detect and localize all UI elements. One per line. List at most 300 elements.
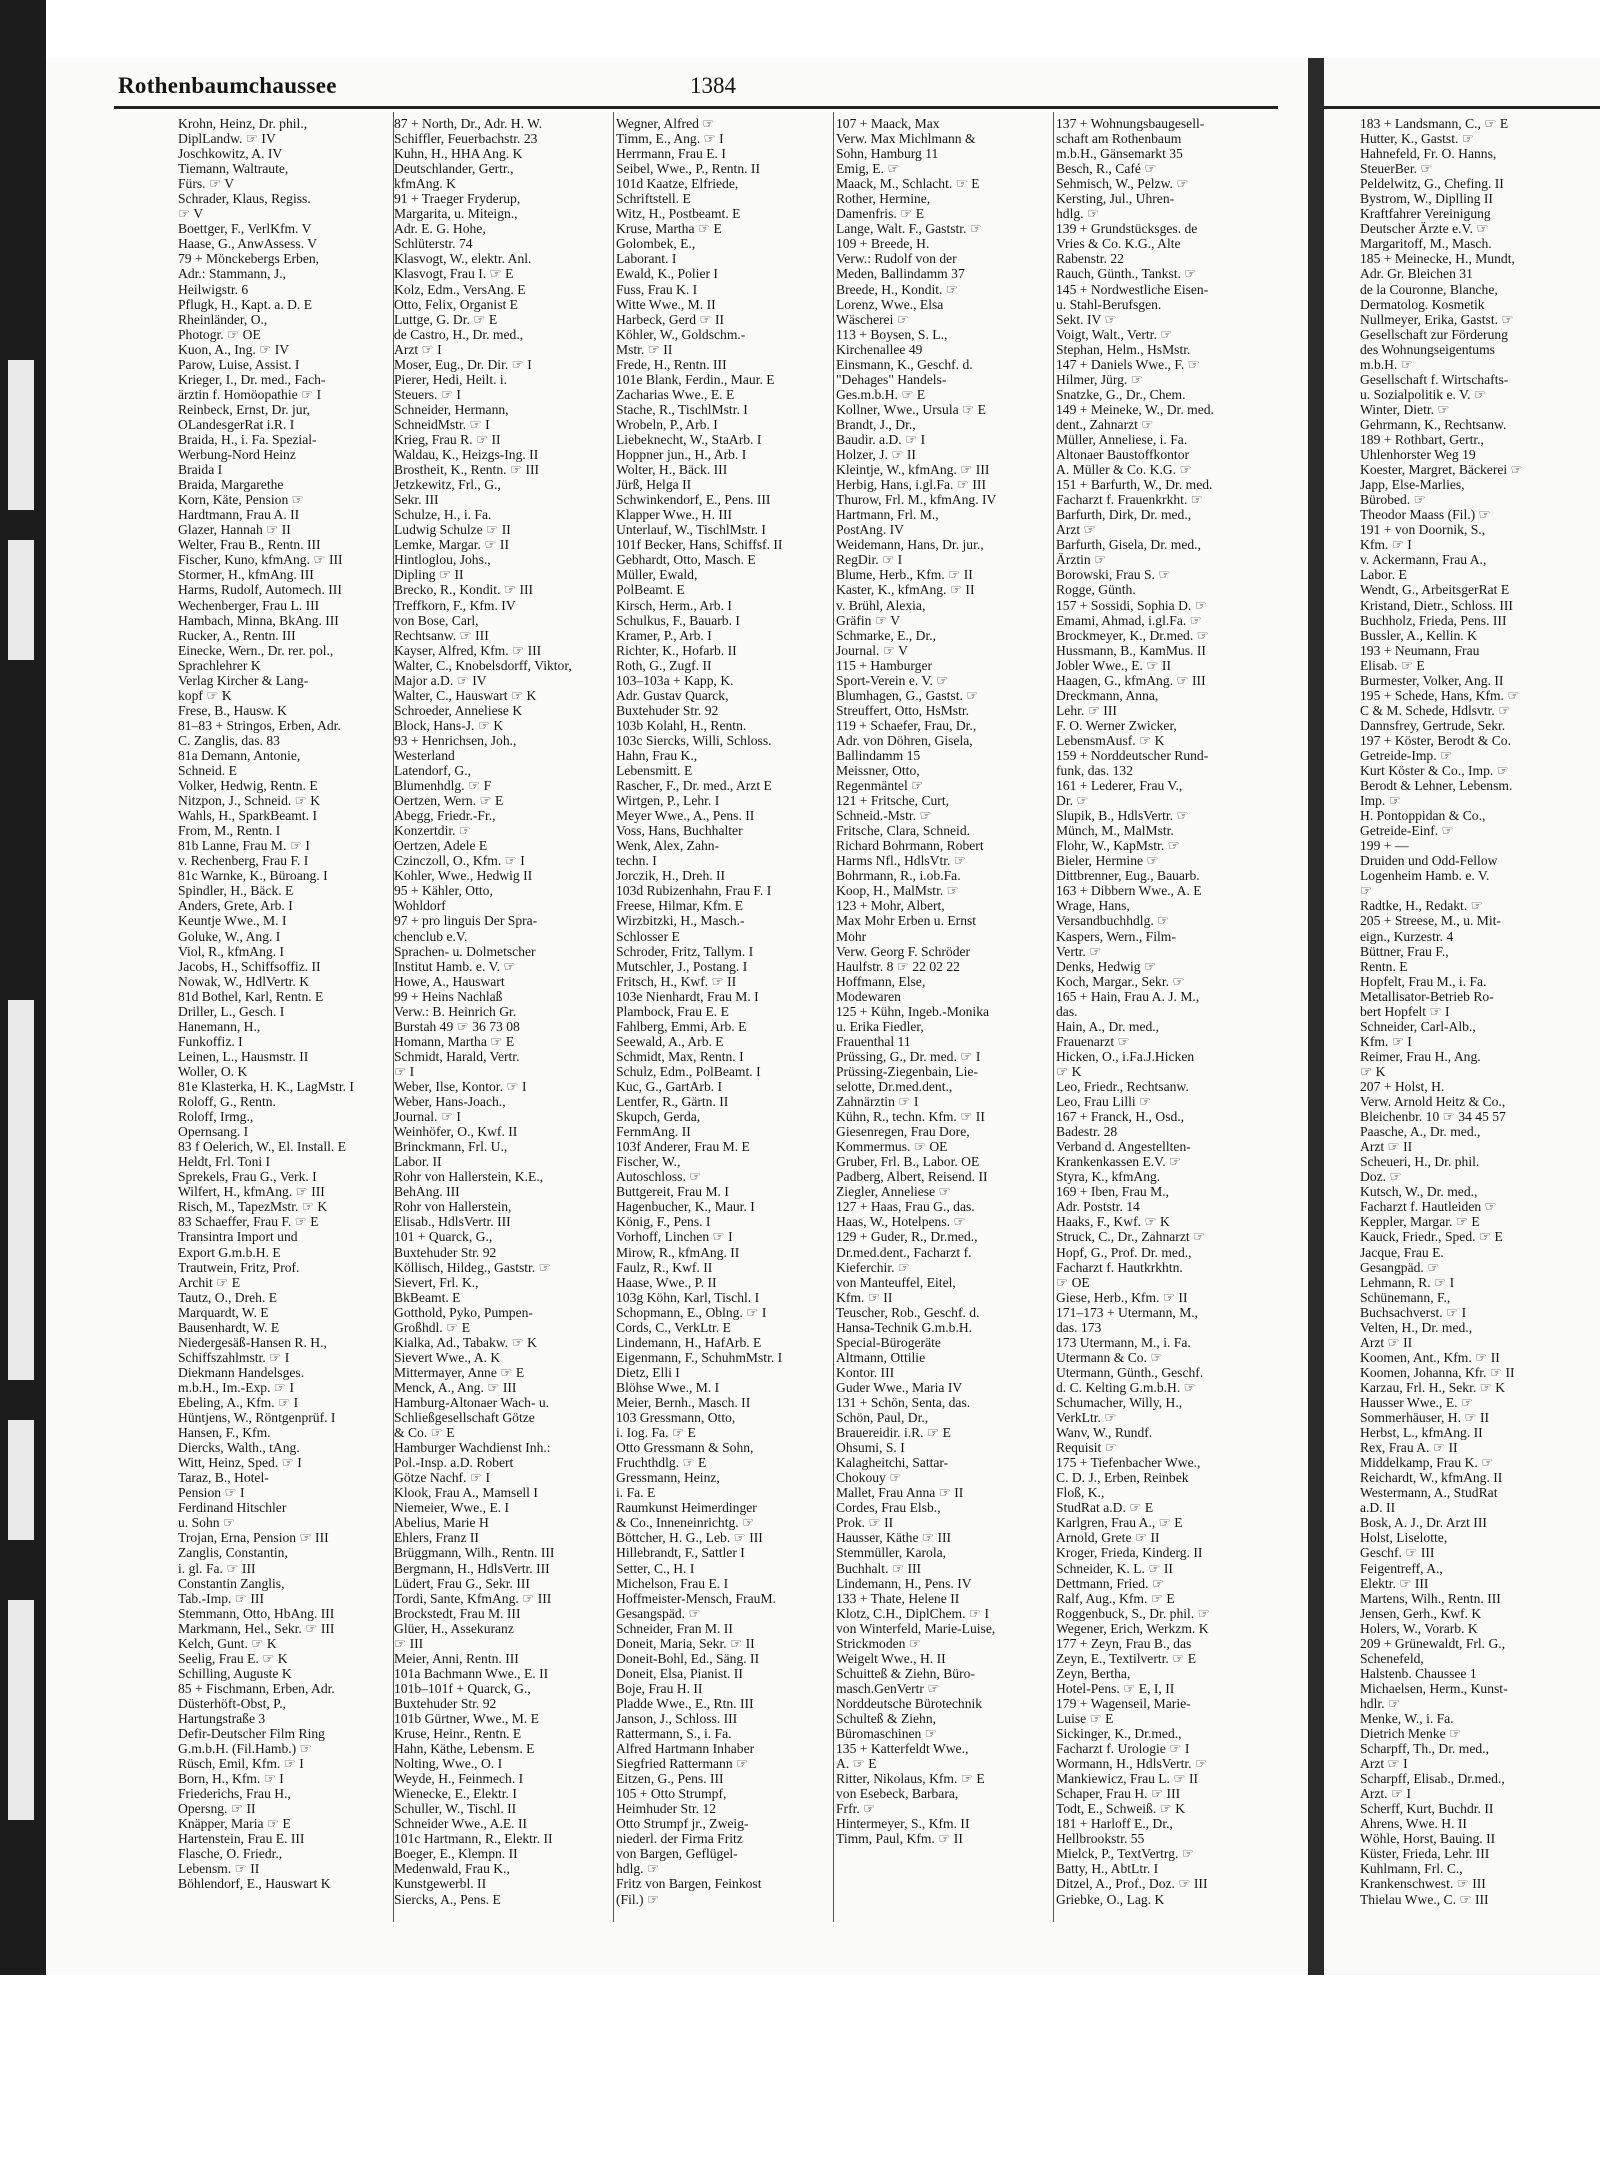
directory-entry-line: Krieger, I., Dr. med., Fach- (178, 371, 326, 387)
directory-entry-line: Kuon, A., Ing. ☞ IV (178, 341, 290, 357)
directory-entry-line: Rauch, Günth., Tankst. ☞ (1056, 266, 1197, 282)
directory-entry-line: Buxtehuder Str. 92 (394, 1244, 497, 1260)
directory-entry-line: Herrmann, Frau E. I (616, 146, 726, 162)
directory-entry-line: Gotthold, Pyko, Pumpen- (394, 1304, 533, 1320)
directory-entry-line: von Bargen, Geflügel- (616, 1846, 738, 1862)
facing-page-entry-line: v. Ackermann, Frau A., (1360, 552, 1487, 568)
directory-entry-line: Klasvogt, W., elektr. Anl. (394, 251, 532, 267)
directory-entry-line: Hanemann, H., (178, 1018, 261, 1034)
directory-entry-line: Ohsumi, S. I (836, 1440, 905, 1456)
directory-entry-line: Barfurth, Dirk, Dr. med., (1056, 507, 1192, 523)
directory-entry-line: Driller, L., Gesch. I (178, 1003, 285, 1019)
directory-entry-line: Zeyn, Bertha, (1056, 1665, 1131, 1681)
directory-entry-line: Institut Hamb. e. V. ☞ (394, 958, 516, 974)
directory-entry-line: 103g Köhn, Karl, Tischl. I (616, 1289, 760, 1305)
facing-page-entry-line: Doz. ☞ (1360, 1169, 1402, 1185)
directory-entry-line: Labor. II (394, 1154, 442, 1170)
directory-entry-line: Frauenarzt ☞ (1056, 1033, 1130, 1049)
directory-entry-line: Zacharias Wwe., E. E (616, 386, 735, 402)
facing-page-entry-line: Michaelsen, Herm., Kunst- (1360, 1680, 1508, 1696)
directory-entry-line: SchneidMstr. ☞ I (394, 416, 490, 432)
directory-entry-line: Tiemann, Waltraute, (178, 161, 289, 177)
directory-entry-line: Moser, Eug., Dr. Dir. ☞ I (394, 356, 532, 372)
directory-entry-line: Boje, Frau H. II (616, 1680, 703, 1696)
directory-entry-line: Lüdert, Frau G., Sekr. III (394, 1575, 530, 1591)
directory-entry-line: Ballindamm 15 (836, 747, 921, 763)
directory-entry-line: Export G.m.b.H. E (178, 1244, 281, 1260)
directory-entry-line: Schneider, Fran M. II (616, 1620, 733, 1636)
directory-entry-line: Adr. von Döhren, Gisela, (836, 732, 973, 748)
facing-page-entry-line: Herbst, L., kfmAng. II (1360, 1425, 1483, 1441)
directory-entry-line: Gebhardt, Otto, Masch. E (616, 552, 756, 568)
directory-entry-line: Siegfried Rattermann ☞ (616, 1756, 749, 1772)
directory-entry-line: Leo, Frau Lilli ☞ (1056, 1094, 1152, 1110)
directory-entry-line: Fruchthdlg. ☞ E (616, 1455, 707, 1471)
directory-entry-line: Glazer, Hannah ☞ II (178, 522, 291, 538)
directory-entry-line: Buttgereit, Frau M. I (616, 1184, 729, 1200)
directory-entry-line: Schneider Wwe., A.E. II (394, 1816, 528, 1832)
directory-entry-line: Verband d. Angestellten- (1056, 1139, 1191, 1155)
directory-entry-line: Wilfert, H., kfmAng. ☞ III (178, 1184, 325, 1200)
directory-entry-line: 161 + Lederer, Frau V., (1056, 778, 1183, 794)
directory-entry-line: 83 Schaeffer, Frau F. ☞ E (178, 1214, 319, 1230)
directory-entry-line: Lemke, Margar. ☞ II (394, 537, 509, 553)
directory-entry-line: Müller, Ewald, (616, 567, 698, 583)
directory-entry-line: Schneid. E (178, 763, 237, 779)
directory-entry-line: selotte, Dr.med.dent., (836, 1079, 953, 1094)
directory-entry-line: Kersting, Jul., Uhren- (1056, 191, 1175, 207)
directory-entry-line: 179 + Wagenseil, Marie- (1056, 1695, 1191, 1711)
directory-entry-line: i. gl. Fa. ☞ III (178, 1560, 256, 1576)
directory-entry-line: dent., Zahnarzt ☞ (1056, 416, 1154, 432)
facing-page-entry-line: Arzt ☞ II (1360, 1139, 1413, 1155)
facing-page-entry-line: Geschf. ☞ III (1360, 1545, 1435, 1561)
directory-entry-line: hdlg. ☞ (616, 1861, 660, 1877)
directory-entry-line: Mstr. ☞ II (616, 341, 673, 357)
directory-entry-line: Arnold, Grete ☞ II (1056, 1530, 1160, 1546)
scan-edge (0, 0, 46, 1975)
directory-entry-line: Oertzen, Wern. ☞ E (394, 793, 504, 809)
directory-entry-line: A. Müller & Co. K.G. ☞ (1056, 462, 1192, 478)
directory-entry-line: Opersng. ☞ II (178, 1801, 256, 1817)
directory-entry-line: Brecko, R., Kondit. ☞ III (394, 582, 534, 598)
directory-entry-line: DiplLandw. ☞ IV (178, 131, 276, 147)
directory-entry-line: Münch, M., MalMstr. (1056, 823, 1174, 839)
directory-entry-line: Fritsch, H., Kwf. ☞ II (616, 973, 737, 989)
edge-mark (8, 1600, 34, 1820)
directory-entry-line: Verw. Georg F. Schröder (836, 943, 971, 959)
directory-entry-line: Boeger, E., Klempn. II (394, 1846, 518, 1862)
directory-entry-line: Kramer, P., Arb. I (616, 627, 712, 643)
directory-entry-line: 175 + Tiefenbacher Wwe., (1056, 1455, 1201, 1471)
directory-entry-line: Abegg, Friedr.-Fr., (394, 808, 496, 824)
edge-mark (8, 360, 34, 510)
directory-entry-line: Schopmann, E., Oblng. ☞ I (616, 1304, 767, 1320)
directory-entry-line: 163 + Dibbern Wwe., A. E (1056, 883, 1202, 899)
directory-entry-line: Hintermeyer, S., Kfm. II (836, 1816, 970, 1832)
facing-page-entry-line: 195 + Schede, Hans, Kfm. ☞ (1360, 687, 1520, 703)
facing-page-entry-line: Kuhlmann, Frl. C., (1360, 1861, 1463, 1877)
directory-entry-line: 107 + Maack, Max (836, 116, 940, 131)
directory-entry-line: 101c Hartmann, R., Elektr. II (394, 1831, 553, 1847)
directory-entry-line: Rascher, F., Dr. med., Arzt E (616, 778, 772, 794)
directory-entry-line: 103 Gressmann, Otto, (616, 1410, 736, 1426)
directory-entry-line: PostAng. IV (836, 522, 904, 538)
directory-entry-line: Voss, Hans, Buchhalter (616, 823, 743, 839)
directory-entry-line: Verlag Kircher & Lang- (178, 672, 309, 688)
directory-entry-line: Max Mohr Erben u. Ernst (836, 913, 977, 929)
directory-entry-line: ☞ III (394, 1635, 424, 1651)
directory-entry-line: Niedergesäß-Hansen R. H., (178, 1334, 327, 1350)
directory-entry-line: Czinczoll, O., Kfm. ☞ I (394, 853, 525, 869)
directory-entry-line: Vertr. ☞ (1056, 943, 1102, 959)
directory-entry-line: Harms, Rudolf, Automech. III (178, 582, 342, 598)
directory-entry-line: Schuitteß & Ziehn, Büro- (836, 1665, 975, 1681)
facing-page-entry-line: Keppler, Margar. ☞ E (1360, 1214, 1480, 1230)
facing-page-entry-line: Thielau Wwe., C. ☞ III (1360, 1891, 1489, 1907)
facing-page-entry-line: Hahnefeld, Fr. O. Hanns, (1360, 146, 1497, 162)
directory-entry-line: Hagenbucher, K., Maur. I (616, 1199, 755, 1215)
directory-entry-line: Lorenz, Wwe., Elsa (836, 296, 944, 312)
directory-entry-line: Harms Nfl., HdlsVtr. ☞ (836, 853, 966, 869)
directory-entry-line: Weigelt Wwe., H. II (836, 1650, 946, 1666)
facing-page-entry-line: eign., Kurzestr. 4 (1360, 928, 1454, 944)
directory-entry-line: Teuscher, Rob., Geschf. d. (836, 1304, 980, 1320)
directory-entry-line: techn. I (616, 853, 657, 869)
directory-entry-line: Stephan, Helm., HsMstr. (1056, 341, 1191, 357)
directory-entry-line: Diekmann Handelsges. (178, 1364, 305, 1380)
facing-page-entry-line: 185 + Meinecke, H., Mundt, (1360, 251, 1515, 267)
directory-entry-line: 99 + Heins Nachlaß (394, 988, 503, 1004)
directory-entry-line: Ralf, Aug., Kfm. ☞ E (1056, 1590, 1175, 1606)
directory-entry-line: Padberg, Albert, Reisend. II (836, 1169, 988, 1185)
directory-entry-line: Witte Wwe., M. II (616, 296, 716, 312)
directory-entry-line: Boettger, F., VerlKfm. V (178, 221, 312, 237)
facing-page-entry-line: 207 + Holst, H. (1360, 1079, 1445, 1094)
directory-entry-line: Kuhn, H., HHA Ang. K (394, 146, 523, 162)
directory-entry-line: 87 + North, Dr., Adr. H. W. (394, 116, 543, 131)
directory-entry-line: Richter, K., Hofarb. II (616, 642, 737, 658)
directory-entry-line: Rattermann, S., i. Fa. (616, 1726, 732, 1742)
directory-entry-line: Jacobs, H., Schiffsoffiz. II (178, 958, 321, 974)
directory-entry-line: Koch, Margar., Sekr. ☞ (1056, 973, 1185, 989)
directory-entry-line: Einecke, Wern., Dr. rer. pol., (178, 642, 334, 658)
directory-entry-line: Böhlendorf, E., Hauswart K (178, 1876, 331, 1892)
facing-page-entry-line: Bystrom, W., Diplling II (1360, 191, 1493, 207)
directory-entry-line: Schumacher, Willy, H., (1056, 1394, 1183, 1410)
directory-entry-line: Schulze, H., i. Fa. (394, 507, 492, 523)
directory-entry-line: Eigenmann, F., SchuhmMstr. I (616, 1349, 783, 1365)
directory-entry-line: F. O. Werner Zwicker, (1056, 717, 1177, 733)
column-separator (833, 112, 834, 1922)
directory-entry-line: Schulz, Edm., PolBeamt. I (616, 1063, 761, 1079)
directory-entry-line: (Fil.) ☞ (616, 1891, 660, 1907)
directory-entry-line: Nitzpon, J., Schneid. ☞ K (178, 793, 321, 809)
directory-entry-line: Todt, E., Schweiß. ☞ K (1056, 1801, 1186, 1817)
directory-entry-line: von Bose, Carl, (394, 612, 479, 628)
directory-entry-line: Bohrmann, R., i.ob.Fa. (836, 868, 961, 884)
directory-entry-line: Hansa-Technik G.m.b.H. (836, 1319, 973, 1335)
directory-entry-line: Trojan, Erna, Pension ☞ III (178, 1530, 329, 1546)
directory-entry-line: v. Rechenberg, Frau F. I (178, 853, 309, 869)
directory-entry-line: Kommermus. ☞ OE (836, 1139, 948, 1155)
directory-entry-line: Hahn, Käthe, Lebensm. E (394, 1741, 535, 1757)
directory-entry-line: Block, Hans-J. ☞ K (394, 717, 504, 733)
facing-page-entry-line: Kraftfahrer Vereinigung (1360, 206, 1491, 222)
directory-entry-line: Major a.D. ☞ IV (394, 672, 487, 688)
directory-entry-line: 101b–101f + Quarck, G., (394, 1680, 531, 1696)
directory-entry-line: Giese, Herb., Kfm. ☞ II (1056, 1289, 1188, 1305)
directory-entry-line: Wenk, Alex, Zahn- (616, 838, 720, 854)
directory-entry-line: Stemmann, Otto, HbAng. III (178, 1605, 335, 1621)
directory-entry-line: von Manteuffel, Eitel, (836, 1274, 956, 1290)
directory-entry-line: Diercks, Walth., tAng. (178, 1440, 300, 1456)
directory-entry-line: Michelson, Frau E. I (616, 1575, 729, 1591)
directory-entry-line: Adr.: Stammann, J., (178, 266, 286, 282)
directory-entry-line: Kfm. ☞ II (836, 1289, 893, 1305)
directory-entry-line: Sekr. III (394, 492, 439, 508)
directory-entry-line: Karlgren, Frau A., ☞ E (1056, 1515, 1183, 1531)
directory-entry-line: Otto Strumpf jr., Zweig- (616, 1816, 749, 1832)
directory-entry-line: Haulfstr. 8 ☞ 22 02 22 (836, 958, 960, 974)
running-head: Rothenbaumchaussee (118, 73, 337, 98)
directory-entry-line: Roloff, Irmg., (178, 1109, 254, 1125)
facing-page-entry-line: Holers, W., Vorarb. K (1360, 1620, 1478, 1636)
directory-entry-line: Rheinländer, O., (178, 311, 268, 327)
directory-entry-line: Autoschloss. ☞ (616, 1169, 702, 1185)
directory-entry-line: Hotel-Pens. ☞ E, I, II (1056, 1680, 1175, 1696)
directory-entry-line: OLandesgerRat i.R. I (178, 416, 295, 432)
facing-page-entry-line: Japp, Else-Marlies, (1360, 477, 1465, 493)
directory-entry-line: das. 173 (1056, 1319, 1102, 1335)
facing-page-entry-line: de la Couronne, Blanche, (1360, 281, 1498, 297)
directory-entry-line: 101d Kaatze, Elfriede, (616, 176, 739, 192)
directory-entry-line: Marquardt, W. E (178, 1304, 269, 1320)
directory-entry-line: Dr.med.dent., Facharzt f. (836, 1244, 972, 1260)
directory-entry-line: Alfred Hartmann Inhaber (616, 1741, 755, 1757)
directory-entry-line: Facharzt f. Frauenkrkht. ☞ (1056, 492, 1203, 508)
directory-entry-line: Sievert, Frl. K., (394, 1274, 479, 1290)
facing-page-entry-line: Menke, W., i. Fa. (1360, 1710, 1454, 1726)
facing-page-entry-line: Reimer, Frau H., Ang. (1360, 1048, 1481, 1064)
facing-page-entry-line: Scheueri, H., Dr. phil. (1360, 1154, 1480, 1170)
facing-page-entry-line: Paasche, A., Dr. med., (1360, 1124, 1481, 1140)
facing-page-entry-line: Holst, Liselotte, (1360, 1530, 1448, 1546)
facing-page-entry-line: Kfm. ☞ I (1360, 1033, 1412, 1049)
directory-entry-line: Weyde, H., Feinmech. I (394, 1771, 524, 1787)
directory-entry-line: Sehmisch, W., Pelzw. ☞ (1056, 176, 1189, 192)
directory-entry-line: 169 + Iben, Frau M., (1056, 1184, 1170, 1200)
directory-entry-line: 151 + Barfurth, W., Dr. med. (1056, 477, 1213, 493)
directory-entry-line: Norddeutsche Bürotechnik (836, 1695, 983, 1711)
directory-entry-line: Utermann, Günth., Geschf. (1056, 1364, 1204, 1380)
directory-entry-line: Weidemann, Hans, Dr. jur., (836, 537, 984, 553)
directory-entry-line: 103f Anderer, Frau M. E (616, 1139, 750, 1155)
directory-entry-line: Hoffmann, Else, (836, 973, 926, 989)
directory-entry-line: Schulteß & Ziehn, (836, 1710, 937, 1726)
directory-entry-line: Kollner, Wwe., Ursula ☞ E (836, 401, 986, 417)
header-rule (114, 106, 1278, 109)
directory-entry-line: From, M., Rentn. I (178, 823, 281, 839)
directory-entry-line: Liebeknecht, W., StaArb. I (616, 431, 762, 447)
directory-entry-line: masch.GenVertr ☞ (836, 1680, 940, 1696)
directory-entry-line: Abelius, Marie H (394, 1515, 489, 1531)
directory-entry-line: Brandt, J., Dr., (836, 416, 916, 432)
directory-entry-line: Margarita, u. Miteign., (394, 206, 518, 222)
directory-entry-line: Niemeier, Wwe., E. I (394, 1500, 510, 1516)
directory-entry-line: Schroeder, Anneliese K (394, 702, 523, 718)
directory-entry-line: Sekt. IV ☞ (1056, 311, 1117, 327)
facing-page-entry-line: Rentn. E (1360, 958, 1408, 974)
facing-page-entry-line: Dermatolog. Kosmetik (1360, 296, 1485, 312)
facing-page-entry-line: hdlr. ☞ (1360, 1695, 1401, 1711)
directory-entry-line: Wirzbitzki, H., Masch.- (616, 913, 745, 929)
facing-page-entry-line: ☞ (1360, 883, 1373, 899)
directory-entry-line: Markmann, Hel., Sekr. ☞ III (178, 1620, 335, 1636)
directory-entry-line: Frfr. ☞ (836, 1801, 876, 1817)
directory-entry-line: Constantin Zanglis, (178, 1575, 285, 1591)
facing-page-entry-line: Winter, Dietr. ☞ (1360, 401, 1450, 417)
directory-entry-line: Prok. ☞ II (836, 1515, 894, 1531)
directory-entry-line: Fischer, W., (616, 1154, 681, 1170)
directory-entry-line: Brockmeyer, K., Dr.med. ☞ (1056, 627, 1209, 643)
directory-entry-line: Bausenhardt, W. E (178, 1319, 280, 1335)
directory-entry-line: Emig, E. ☞ (836, 161, 900, 177)
directory-entry-line: Fritz von Bargen, Feinkost (616, 1876, 762, 1892)
directory-entry-line: schaft am Rothenbaum (1056, 131, 1182, 147)
directory-entry-line: 81d Bothel, Karl, Rentn. E (178, 988, 324, 1004)
directory-entry-line: 101b Gürtner, Wwe., M. E (394, 1710, 539, 1726)
directory-entry-line: 97 + pro linguis Der Spra- (394, 913, 538, 929)
directory-entry-line: Sprachlehrer K (178, 657, 261, 673)
directory-entry-line: Kirsch, Herm., Arb. I (616, 597, 732, 613)
facing-page-entry-line: Hausser Wwe., E. ☞ (1360, 1394, 1474, 1410)
directory-entry-line: Hicken, O., i.Fa.J.Hicken (1056, 1048, 1195, 1064)
directory-entry-line: Prüssing-Ziegenbain, Lie- (836, 1063, 978, 1079)
directory-entry-line: Konzertdir. ☞ (394, 823, 472, 839)
facing-page-entry-line: Koomen, Johanna, Kfr. ☞ II (1360, 1364, 1515, 1380)
directory-entry-line: Slupik, B., HdlsVertr. ☞ (1056, 808, 1189, 824)
directory-entry-line: Zeyn, E., Textilvertr. ☞ E (1056, 1650, 1197, 1666)
directory-entry-line: 113 + Boysen, S. L., (836, 326, 948, 342)
directory-entry-line: Mallet, Frau Anna ☞ II (836, 1485, 964, 1501)
directory-entry-line: Hartmann, Frl. M., (836, 507, 939, 523)
directory-entry-line: Photogr. ☞ OE (178, 326, 261, 342)
directory-entry-line: Schmarke, E., Dr., (836, 627, 937, 643)
directory-entry-line: Weber, Ilse, Kontor. ☞ I (394, 1079, 527, 1094)
directory-entry-line: Welter, Frau B., Rentn. III (178, 537, 321, 553)
directory-entry-line: & Co., Inneneinrichtg. ☞ (616, 1515, 755, 1531)
directory-entry-line: König, F., Pens. I (616, 1214, 711, 1230)
directory-entry-line: Buxtehuder Str. 92 (616, 702, 719, 718)
directory-entry-line: Dr. ☞ (1056, 793, 1089, 809)
directory-entry-line: Adr. Gustav Quarck, (616, 687, 729, 703)
directory-entry-line: Klapper Wwe., H. III (616, 507, 733, 523)
directory-entry-line: Schneid.-Mstr. ☞ (836, 808, 932, 824)
directory-entry-line: 103d Rubizenhahn, Frau F. I (616, 883, 772, 899)
facing-page-column (1360, 116, 1600, 1907)
directory-entry-line: 181 + Harloff E., Dr., (1056, 1816, 1173, 1832)
directory-entry-line: Cordes, Frau Elsb., (836, 1500, 941, 1516)
directory-entry-line: Volker, Hedwig, Rentn. E (178, 778, 318, 794)
facing-page-entry-line: Bleichenbr. 10 ☞ 34 45 57 (1360, 1109, 1506, 1125)
facing-page-entry-line: Schneider, Carl-Alb., (1360, 1018, 1476, 1034)
facing-page-entry-line: Logenheim Hamb. e. V. (1360, 868, 1490, 884)
directory-entry-line: Struck, C., Dr., Zahnarzt ☞ (1056, 1229, 1206, 1245)
directory-entry-line: Klasvogt, Frau I. ☞ E (394, 266, 514, 282)
directory-entry-line: v. Brühl, Alexia, (836, 597, 926, 613)
directory-entry-line: Haagen, G., kfmAng. ☞ III (1056, 672, 1206, 688)
directory-entry-line: Spindler, H., Bäck. E (178, 883, 294, 899)
directory-entry-line: Jetzkewitz, Frl., G., (394, 477, 501, 493)
directory-entry-line: Sprachen- u. Dolmetscher (394, 943, 536, 959)
facing-page-entry-line: Rex, Frau A. ☞ II (1360, 1440, 1458, 1456)
directory-entry-line: 119 + Schaefer, Frau, Dr., (836, 717, 977, 733)
directory-entry-line: Kialka, Ad., Tabakw. ☞ K (394, 1334, 537, 1350)
facing-page-entry-line: Gesellschaft zur Förderung (1360, 326, 1508, 342)
directory-entry-line: Journal. ☞ V (836, 642, 908, 658)
directory-entry-line: VerkLtr. ☞ (1056, 1410, 1117, 1426)
directory-entry-line: 83 f Oelerich, W., El. Install. E (178, 1139, 346, 1155)
directory-entry-line: das. (1056, 1003, 1078, 1019)
directory-entry-line: Arzt ☞ I (394, 341, 442, 357)
directory-entry-line: Buchhalt. ☞ III (836, 1560, 922, 1576)
directory-entry-line: Freese, Hilmar, Kfm. E (616, 898, 744, 914)
directory-entry-line: Blume, Herb., Kfm. ☞ II (836, 567, 973, 583)
facing-page-entry-line: Buchholz, Frieda, Pens. III (1360, 612, 1507, 628)
directory-entry-line: Chokouy ☞ (836, 1470, 902, 1486)
directory-entry-line: funk, das. 132 (1056, 763, 1134, 779)
directory-entry-line: Koop, H., MalMstr. ☞ (836, 883, 959, 899)
facing-page-entry-line: Verw. Arnold Heitz & Co., (1360, 1094, 1506, 1110)
directory-entry-line: Brauereidir. i.R. ☞ E (836, 1425, 951, 1441)
directory-entry-line: Schuller, W., Tischl. II (394, 1801, 517, 1817)
directory-entry-line: 147 + Daniels Wwe., F. ☞ (1056, 356, 1200, 372)
facing-page-entry-line: Wendt, G., ArbeitsgerRat E (1360, 582, 1510, 598)
directory-entry-line: 103b Kolahl, H., Rentn. (616, 717, 747, 733)
directory-entry-line: Dietz, Elli I (616, 1364, 680, 1380)
directory-entry-line: FernmAng. II (616, 1124, 691, 1140)
directory-entry-line: Goluke, W., Ang. I (178, 928, 281, 944)
directory-entry-line: Badestr. 28 (1056, 1124, 1118, 1140)
directory-entry-line: Treffkorn, F., Kfm. IV (394, 597, 516, 613)
directory-entry-line: Lindemann, H., Pens. IV (836, 1575, 972, 1591)
directory-entry-line: Götze Nachf. ☞ I (394, 1470, 490, 1486)
directory-entry-line: Jobler Wwe., E. ☞ II (1056, 657, 1171, 673)
directory-entry-line: 81–83 + Stringos, Erben, Adr. (178, 717, 341, 733)
directory-entry-line: Schön, Paul, Dr., (836, 1410, 929, 1426)
facing-page-entry-line: Peldelwitz, G., Chefing. II (1360, 176, 1504, 192)
directory-entry-line: 91 + Traeger Fryderup, (394, 191, 521, 207)
directory-entry-line: Klotz, C.H., DiplChem. ☞ I (836, 1605, 990, 1621)
directory-entry-line: A. ☞ E (836, 1756, 877, 1772)
directory-entry-line: Kruse, Heinr., Rentn. E (394, 1726, 522, 1742)
directory-entry-line: Kaspers, Wern., Film- (1056, 928, 1176, 944)
directory-entry-line: Facharzt f. Urologie ☞ I (1056, 1741, 1190, 1757)
directory-entry-line: Setter, C., H. I (616, 1560, 695, 1576)
facing-page-entry-line: 205 + Streese, M., u. Mit- (1360, 913, 1501, 929)
directory-entry-line: Rüsch, Emil, Kfm. ☞ I (178, 1756, 304, 1772)
directory-entry-line: Breede, H., Kondit. ☞ (836, 281, 959, 297)
directory-entry-line: Tab.-Imp. ☞ III (178, 1590, 264, 1606)
directory-entry-line: Stormer, H., kfmAng. III (178, 567, 314, 583)
facing-page-entry-line: Deutscher Ärzte e.V. ☞ (1360, 221, 1489, 237)
directory-entry-line: Wechenberger, Frau L. III (178, 597, 320, 613)
directory-entry-line: Viol, R., kfmAng. I (178, 943, 285, 959)
directory-entry-line: Krieg, Frau R. ☞ II (394, 431, 501, 447)
directory-entry-line: Ges.m.b.H. ☞ E (836, 386, 926, 402)
directory-entry-line: Rucker, A., Rentn. III (178, 627, 296, 643)
